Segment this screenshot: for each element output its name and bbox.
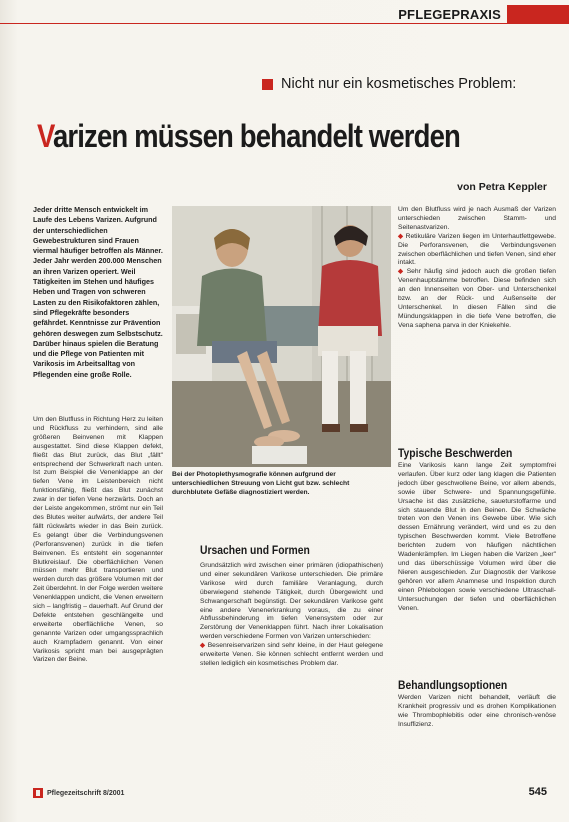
red-square-icon [262, 79, 273, 90]
section-header [359, 4, 569, 24]
page-number: 545 [528, 786, 547, 798]
bullet-item [200, 642, 383, 669]
paragraph-ursachen: Grundsätzlich wird zwischen einer primären (idiopathischen) und einer sekundären Varikose unterschieden. Die primäre Varikose wird durch familiäre Veranlagung, durch überwiegend stehende Tätigkeit, durch Übergewicht und Schwangerschaft begünstigt. Der sekundären Varikose geht eine andere Venenerkrankung voraus, die zu einer Abflussbehinderung im tiefen Venensystem oder zur Zerstörung der Venenklappen führt. Nach ihrer Lokalisation werden verschiedene Formen von Varizen unterschieden: [200, 562, 383, 641]
bullet-icon: ◆ [398, 232, 404, 240]
bullet-icon: ◆ [200, 642, 206, 650]
body-column-3-top [398, 206, 556, 331]
article-photo [172, 206, 391, 467]
kicker-text: Nicht nur ein kosmetisches Problem: [281, 76, 517, 92]
subhead-ursachen: Ursachen und Formen [200, 545, 310, 557]
header-rule [0, 23, 569, 24]
article-title [37, 118, 460, 155]
body-column-3-beschwerden: Eine Varikosis kann lange Zeit symptomfrei verlaufen. Über kurz oder lang klagen die Patienten jedoch über geschwollene Beine, vor allem abends, sowie über Schwere- und Spannungsgefühle. Ursache ist das zusätzliche, saueturstoffarme und sich stauende Blut in den Beinen. Die Schwäche treten von den Venen ins Gewebe über. Wie sich dessen Ernährung verändert, wird und es zu den typischen Beschwerden kommt. Viele Betroffene berichten zudem von häufigen nächtlichen Wadenkrämpfen. Im Liegen haben die Varizen „leer" und das überschüssige Volumen wird über die Nieren ausgeschieden. Zur Diagnostik der Varikose gehören vor allem Anamnese und Inspektion durch einen Phlebologen sowie verschiedene Ultraschall-Untersuchungen der tiefen und oberflächlichen Venen. [398, 462, 556, 612]
bullet-item [398, 268, 556, 330]
bullet-text: Retikuläre Varizen liegen im Unterhautfettgewebe. Die Perforansvenen, die Verbindungsvenen zwischen oberflächlichen und tiefen Venen, sind eher intakt. [398, 232, 556, 267]
section-red-tab [507, 5, 569, 23]
lead-paragraph: Jeder dritte Mensch entwickelt im Laufe des Lebens Varizen. Aufgrund der unterschiedlichen Gewebestrukturen sind Frauen viermal häufiger betroffen als Männer. Jeder Jahr werden 200.000 Menschen an ihren Varizen operiert. Weil Tätigkeiten im Stehen und häufiges Heben und Tragen von schweren Lasten zu den Risikofaktoren zählen, sind Pflegekräfte besonders gefährdet. Kenntnisse zur Prävention gehören deswegen zum Selbstschutz. Darüber hinaus spielen die Beratung und die Pflege von Patienten mit Varikosis im Arbeitsalltag von Pflegenden eine große Rolle. [33, 205, 163, 379]
paragraph-col3-top: Um den Blutfluss wird je nach Ausmaß der Varizen unterschieden zwischen Stamm- und Seitenastvarizen. [398, 206, 556, 231]
photo-caption: Bei der Photoplethysmografie können aufgrund der unterschiedlichen Streuung von Licht gut bzw. schlecht durchblutete Gefäße diagnostiziert werden. [172, 471, 350, 496]
bullet-item [398, 233, 556, 269]
article-kicker [262, 76, 516, 92]
section-label: PFLEGEPRAXIS [398, 6, 501, 22]
title-initial: V [37, 118, 53, 154]
journal-issue: Pflegezeitschrift 8/2001 [47, 789, 125, 797]
page-footer [33, 788, 124, 798]
subhead-behandlungsoptionen: Behandlungsoptionen [398, 680, 508, 692]
bullet-text: Besenreiservarizen sind sehr kleine, in der Haut gelegene erweiterte Venen. Sie können schlecht entfernt werden und stellen lediglich ein kosmetisches Problem dar. [200, 642, 383, 667]
byline: von Petra Keppler [457, 181, 547, 193]
photo-illustration [172, 206, 391, 467]
title-rest: arizen müssen behandelt werden [52, 118, 460, 154]
body-column-3-behandlung: Werden Varizen nicht behandelt, verläuft die Krankheit progressiv und es drohen Komplikationen wie Thrombophlebitis oder eine chronisch-venöse Insuffizienz. [398, 694, 556, 728]
bullet-text: Sehr häufig sind jedoch auch die großen tiefen Venenhauptstämme betroffen. Diese befinden sich an den Innenseiten von Ober- und Unterschenkel bzw. an der Rück- und Außenseite der Unterschenkel. In diesen Fällen sind die Mündungsklappen in die tiefe Vene betroffen, die Vena saphena parva in der Kniekehle. [398, 268, 556, 329]
body-column-2 [200, 562, 383, 669]
body-column-1: Um den Blutfluss in Richtung Herz zu leiten und Rückfluss zu verhindern, sind alle größeren Beinvenen mit Klappen ausgestattet. Sind diese Klappen defekt, fließt das Blut zurück, das Blut „fällt" entsprechend der Schwerkraft nach unten. Ist zum Beispiel die Venenklappe an der tiefen Vene im Leistenbereich nicht funktionsfähig, fließt das Blut zunächst zwar in der tiefen Vene herzwärts. Doch an der Leiste angekommen, strömt nur ein Teil des Blutes weiter aufwärts, der andere Teil fällt rückwärts wieder in das Bein zurück. Es gelangt über die Verbindungsvenen (Perforansvenen) zurück in die tiefen Beinvenen. Es entsteht ein sogenannter Blutkreislauf. Die oberflächlichen Venen müssen mehr Blut transportieren und werden durch das größere Volumen mit der Zeit überdehnt. In der Folge werden weitere Venenklappen undicht, die Venen erweitern sich – langfristig – dauerhaft. Auf Grund der Defekte entstehen geschlängelte und erweiterte oberflächliche Venen, so genannte Varizen oder umgangssprachlich auch Krampfadern genannt. Von einer Varikosis spricht man bei ausgeprägten Varizen der Beine. [33, 416, 163, 664]
bullet-icon: ◆ [398, 268, 405, 276]
journal-logo-icon [33, 788, 43, 798]
subhead-typische-beschwerden: Typische Beschwerden [398, 448, 513, 460]
